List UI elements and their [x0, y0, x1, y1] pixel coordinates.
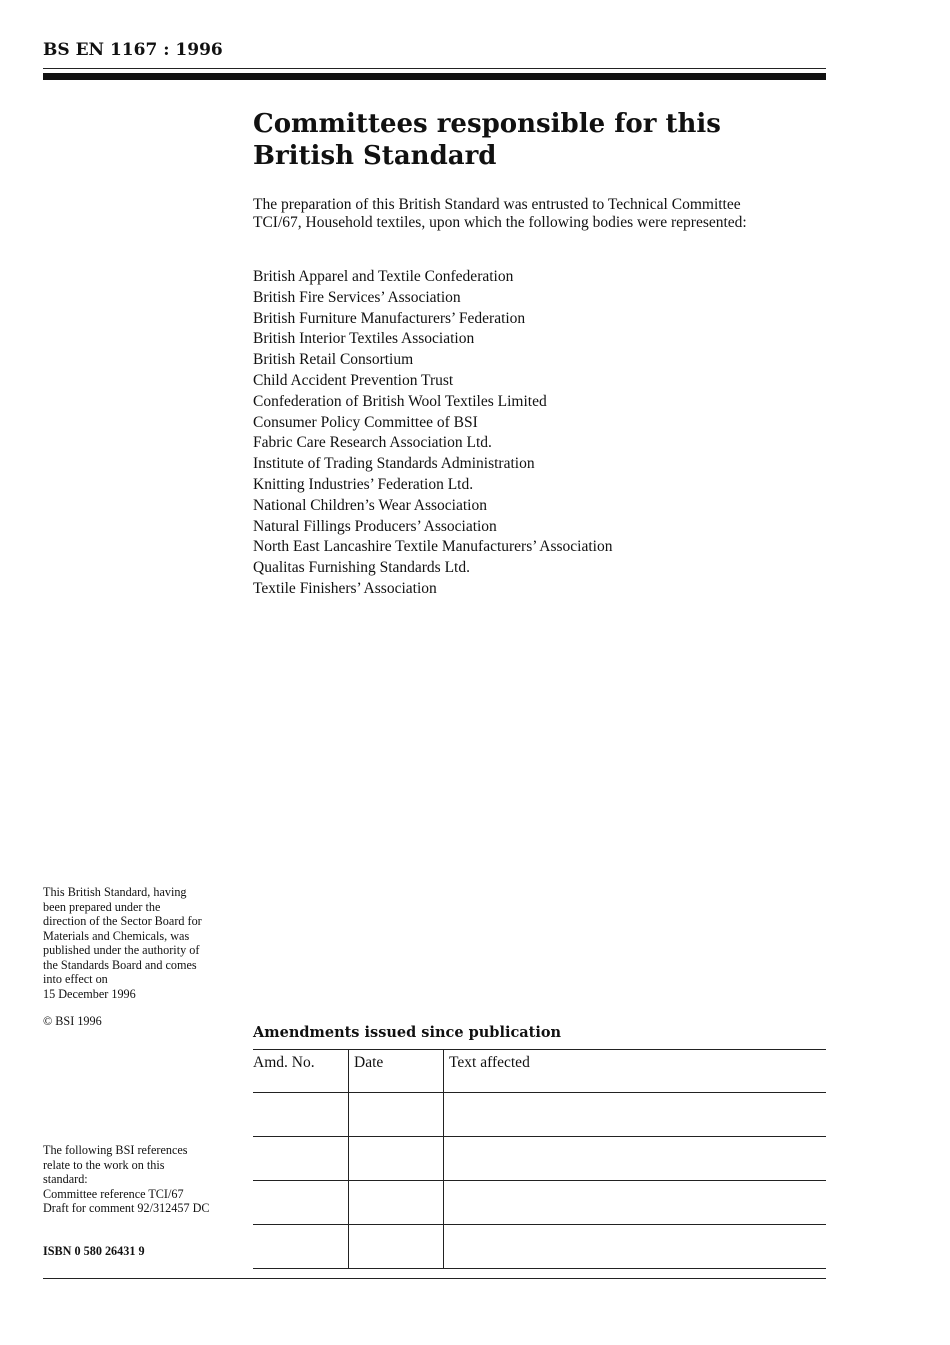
- document-id: BS EN 1167 : 1996: [43, 40, 223, 60]
- publication-note-line: direction of the Sector Board for: [43, 914, 202, 928]
- list-item: British Retail Consortium: [253, 351, 414, 369]
- table-cell: [349, 1225, 444, 1269]
- bsi-references: [43, 1143, 238, 1216]
- reference-line: The following BSI references: [43, 1143, 188, 1157]
- table-row: [253, 1137, 826, 1181]
- publication-note: [43, 885, 238, 1001]
- list-item: Knitting Industries’ Federation Ltd.: [253, 475, 474, 493]
- table-cell: [349, 1181, 444, 1225]
- page-title-line: British Standard: [253, 141, 497, 171]
- publication-note-line: into effect on: [43, 972, 108, 986]
- column-header-amd-no: Amd. No.: [253, 1050, 349, 1093]
- reference-line: relate to the work on this: [43, 1157, 165, 1172]
- page-title-line: Committees responsible for this: [253, 109, 721, 139]
- footer-rule: [43, 1278, 826, 1279]
- list-item: Confederation of British Wool Textiles Limited: [253, 392, 547, 410]
- table-cell: [253, 1137, 349, 1181]
- publication-note-line: the Standards Board and comes: [43, 957, 197, 972]
- represented-bodies-list: [253, 267, 612, 600]
- table-cell: [444, 1181, 827, 1225]
- header-rule-thick: [43, 73, 826, 80]
- list-item: Textile Finishers’ Association: [253, 579, 437, 597]
- publication-note-line: 15 December 1996: [43, 986, 136, 1001]
- list-item: British Interior Textiles Association: [253, 330, 475, 348]
- table-cell: [349, 1093, 444, 1137]
- list-item: North East Lancashire Textile Manufacturers’ Association: [253, 538, 613, 556]
- list-item: British Apparel and Textile Confederation: [253, 268, 514, 285]
- table-cell: [253, 1181, 349, 1225]
- table-row: [253, 1093, 826, 1137]
- header-rule-thin: [43, 68, 826, 69]
- amendments-table: [253, 1049, 826, 1269]
- list-item: Child Accident Prevention Trust: [253, 371, 454, 389]
- table-cell: [444, 1225, 827, 1269]
- column-header-text-affected: Text affected: [444, 1050, 827, 1093]
- amendments-title: Amendments issued since publication: [253, 1024, 562, 1041]
- list-item: National Children’s Wear Association: [253, 496, 487, 514]
- table-header-row: [253, 1050, 826, 1093]
- publication-note-line: This British Standard, having: [43, 885, 187, 899]
- list-item: Qualitas Furnishing Standards Ltd.: [253, 559, 470, 577]
- list-item: Natural Fillings Producers’ Association: [253, 517, 497, 535]
- publication-note-line: published under the authority of: [43, 943, 200, 957]
- table-row: [253, 1181, 826, 1225]
- isbn: ISBN 0 580 26431 9: [43, 1244, 145, 1258]
- table-cell: [253, 1093, 349, 1137]
- table-row: [253, 1225, 826, 1269]
- reference-line: Committee reference TCI/67: [43, 1186, 184, 1201]
- page-title: [253, 108, 721, 172]
- intro-line: The preparation of this British Standard was entrusted to Technical Committee: [253, 196, 741, 213]
- reference-line: standard:: [43, 1172, 88, 1186]
- reference-line: Draft for comment 92/312457 DC: [43, 1201, 210, 1215]
- table-cell: [253, 1225, 349, 1269]
- list-item: Institute of Trading Standards Administration: [253, 455, 535, 473]
- list-item: Fabric Care Research Association Ltd.: [253, 434, 492, 452]
- list-item: British Fire Services’ Association: [253, 288, 461, 306]
- intro-paragraph: [253, 196, 828, 231]
- list-item: Consumer Policy Committee of BSI: [253, 413, 478, 431]
- table-cell: [444, 1093, 827, 1137]
- column-header-date: Date: [349, 1050, 444, 1093]
- table-cell: [444, 1137, 827, 1181]
- publication-note-line: Materials and Chemicals, was: [43, 928, 190, 943]
- table-cell: [349, 1137, 444, 1181]
- publication-note-line: been prepared under the: [43, 899, 161, 914]
- copyright: © BSI 1996: [43, 1014, 102, 1028]
- list-item: British Furniture Manufacturers’ Federation: [253, 309, 526, 327]
- intro-line: TCI/67, Household textiles, upon which the following bodies were represented:: [253, 213, 747, 231]
